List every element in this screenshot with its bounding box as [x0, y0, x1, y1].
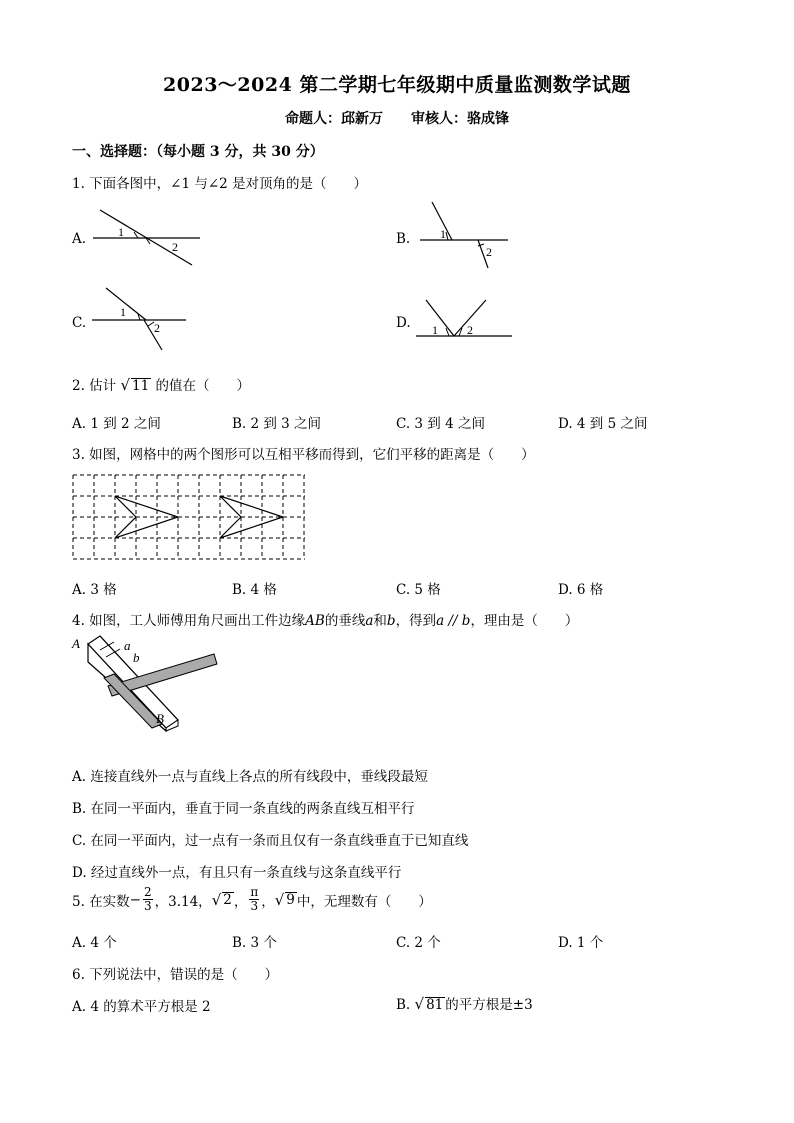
q5-option-a: A. 4 个	[72, 935, 117, 951]
q5-fraction-pi-3	[249, 886, 259, 913]
q4-stem-a: 4. 如图，工人师傅用角尺画出工件边缘	[72, 613, 306, 629]
q5-option-c: C. 2 个	[396, 935, 441, 951]
q4-stem-c: ，得到	[395, 613, 437, 629]
q4-segment-ab: AB	[305, 613, 325, 629]
q4-stem-b: 的垂线	[324, 613, 366, 629]
q4-option-a: A. 连接直线外一点与直线上各点的所有线段中，垂线段最短	[72, 769, 428, 785]
sqrt-icon: √	[414, 995, 425, 1013]
angle-1-label: 1	[118, 225, 124, 239]
angle-1-label: 1	[120, 305, 126, 319]
label-B: B	[156, 711, 164, 726]
section-heading: 一、选择题：（每小题 3 分，共 30 分）	[72, 144, 324, 160]
authors-line	[0, 108, 794, 128]
q5-stem-post: 中，无理数有（ ）	[296, 893, 432, 910]
q4-parallel: a // b	[436, 613, 471, 629]
q3-option-d: D. 6 格	[558, 582, 604, 598]
q5-comma: ，	[261, 893, 275, 910]
q1-stem: 1. 下面各图中，∠1 与∠2 是对顶角的是（ ）	[72, 176, 368, 192]
q3-option-b: B. 4 格	[232, 582, 277, 598]
q2-stem	[72, 374, 250, 394]
q5-fraction-2-3	[143, 886, 153, 913]
q1-option-d-label: D.	[396, 315, 411, 331]
q5-stem	[72, 886, 432, 913]
q1-figure-d	[412, 296, 518, 342]
sqrt-icon: √	[274, 890, 285, 909]
q1-figure-c	[88, 284, 198, 354]
q5-option-d: D. 1 个	[558, 935, 604, 951]
q4-line-a: a	[365, 613, 374, 629]
q4-and: 和	[373, 613, 387, 629]
q6-stem: 6. 下列说法中，错误的是（ ）	[72, 967, 279, 983]
q5-comma-314: ，3.14，	[154, 893, 212, 910]
q3-grid-figure	[72, 474, 308, 562]
q2-stem-post: 的值在（ ）	[155, 378, 251, 394]
q2-option-a: A. 1 到 2 之间	[72, 416, 161, 432]
frac-denominator: 3	[143, 899, 152, 913]
q4-stem-d: ，理由是（ ）	[470, 613, 579, 629]
q3-option-c: C. 5 格	[396, 582, 441, 598]
q4-line-b: b	[386, 613, 396, 629]
angle-2-label: 2	[154, 321, 160, 335]
frac-numerator: π	[250, 885, 259, 899]
q2-option-d: D. 4 到 5 之间	[558, 416, 648, 432]
q4-option-b: B. 在同一平面内，垂直于同一条直线的两条直线互相平行	[72, 801, 415, 817]
proposer: 命题人：邱新万	[285, 111, 383, 127]
angle-2-label: 2	[467, 323, 473, 337]
angle-2-label: 2	[172, 240, 178, 254]
reviewer: 审核人：骆成锋	[411, 111, 509, 127]
label-a: a	[124, 638, 131, 653]
q1-option-a-label: A.	[72, 231, 87, 247]
q5-stem-pre: 5. 在实数	[72, 893, 130, 910]
q6-option-b-text: 的平方根是±3	[445, 997, 533, 1013]
q4-option-d: D. 经过直线外一点，有且只有一条直线与这条直线平行	[72, 865, 402, 881]
angle-1-label: 1	[432, 323, 438, 337]
angle-1-label: 1	[440, 227, 446, 241]
q5-sqrt-9: 9	[286, 891, 295, 908]
q2-stem-pre: 2. 估计	[72, 378, 117, 394]
q1-figure-b	[412, 198, 522, 270]
q5-minus: −	[129, 891, 141, 908]
frac-numerator: 2	[143, 885, 152, 899]
q2-radicand: 11	[132, 378, 150, 394]
q1-figure-a	[88, 205, 208, 267]
q6-option-a: A. 4 的算术平方根是 2	[72, 999, 211, 1015]
q4-stem	[72, 609, 578, 629]
sqrt-icon: √	[120, 376, 131, 394]
angle-2-label: 2	[486, 245, 492, 259]
q3-stem: 3. 如图，网格中的两个图形可以互相平移而得到，它们平移的距离是（ ）	[72, 447, 535, 463]
q5-comma: ，	[233, 893, 248, 910]
sqrt-icon: √	[211, 890, 222, 909]
label-b: b	[133, 650, 140, 665]
label-A: A	[72, 636, 80, 651]
q6-option-b	[396, 993, 533, 1013]
q6-sqrt-81: 81	[426, 997, 444, 1013]
q5-option-b: B. 3 个	[232, 935, 277, 951]
frac-denominator: 3	[250, 899, 259, 913]
q4-square-ruler-figure	[70, 632, 220, 732]
q2-option-c: C. 3 到 4 之间	[396, 416, 485, 432]
q1-option-b-label: B.	[396, 231, 411, 247]
q2-option-b: B. 2 到 3 之间	[232, 416, 322, 432]
q5-sqrt-2: 2	[223, 891, 232, 908]
q6-option-b-label: B.	[396, 997, 411, 1013]
page-title: 2023～2024 第二学期七年级期中质量监测数学试题	[163, 74, 631, 96]
q1-option-c-label: C.	[72, 315, 87, 331]
q4-option-c: C. 在同一平面内，过一点有一条而且仅有一条直线垂直于已知直线	[72, 833, 469, 849]
q3-option-a: A. 3 格	[72, 582, 117, 598]
grid-lines	[73, 475, 305, 559]
